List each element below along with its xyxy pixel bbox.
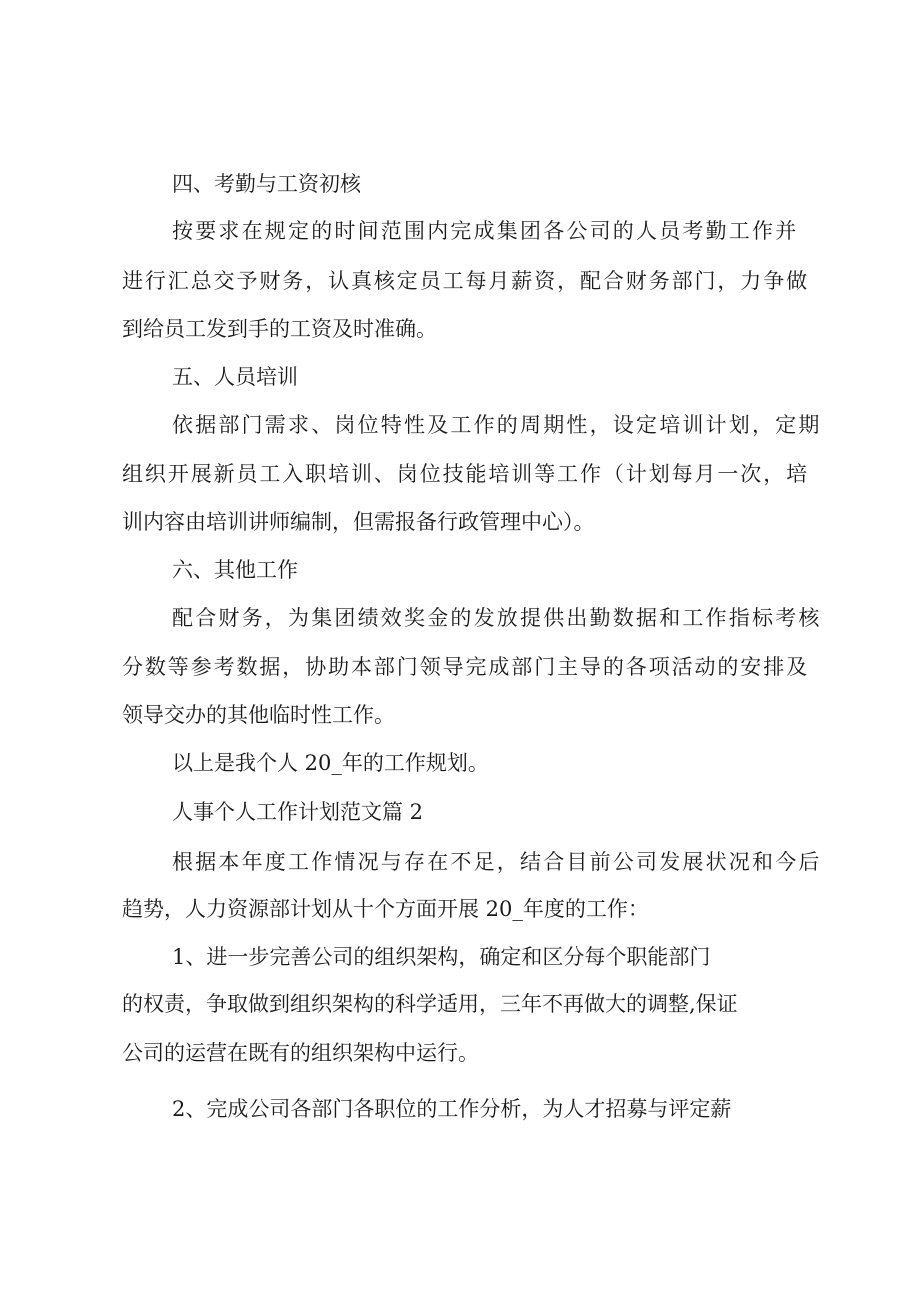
paragraph-line: 依据部门需求、岗位特性及工作的周期性，设定培训计划，定期 (172, 413, 822, 437)
list-item-1: 1、进一步完善公司的组织架构，确定和区分每个职能部门 (172, 945, 711, 969)
paragraph-line: 的权责，争取做到组织架构的科学适用，三年不再做大的调整,保证 (122, 992, 738, 1016)
article-title: 人事个人工作计划范文篇 2 (172, 800, 424, 824)
section-heading-training: 五、人员培训 (172, 365, 298, 389)
paragraph-line: 组织开展新员工入职培训、岗位技能培训等工作（计划每月一次，培 (122, 462, 809, 486)
paragraph-line: 领导交办的其他临时性工作。 (122, 703, 395, 727)
paragraph-line: 进行汇总交予财务，认真核定员工每月薪资，配合财务部门，力争做 (122, 269, 809, 293)
paragraph-line: 分数等参考数据，协助本部门领导完成部门主导的各项活动的安排及 (122, 655, 809, 679)
paragraph-line: 到给员工发到手的工资及时准确。 (122, 317, 437, 341)
paragraph-line: 公司的运营在既有的组织架构中运行。 (122, 1041, 479, 1065)
section-heading-attendance: 四、考勤与工资初核 (172, 172, 361, 196)
closing-sentence: 以上是我个人 20_年的工作规划。 (172, 751, 489, 775)
paragraph-line: 按要求在规定的时间范围内完成集团各公司的人员考勤工作并 (172, 219, 799, 243)
paragraph-line: 根据本年度工作情况与存在不足，结合目前公司发展状况和今后 (172, 850, 822, 874)
list-item-2: 2、完成公司各部门各职位的工作分析，为人才招募与评定薪 (172, 1097, 732, 1121)
paragraph-line: 训内容由培训讲师编制，但需报备行政管理中心）。 (122, 510, 595, 534)
section-heading-other-work: 六、其他工作 (172, 558, 298, 582)
paragraph-line: 趋势，人力资源部计划从十个方面开展 20_年度的工作： (122, 897, 649, 921)
paragraph-line: 配合财务，为集团绩效奖金的发放提供出勤数据和工作指标考核 (172, 606, 822, 630)
